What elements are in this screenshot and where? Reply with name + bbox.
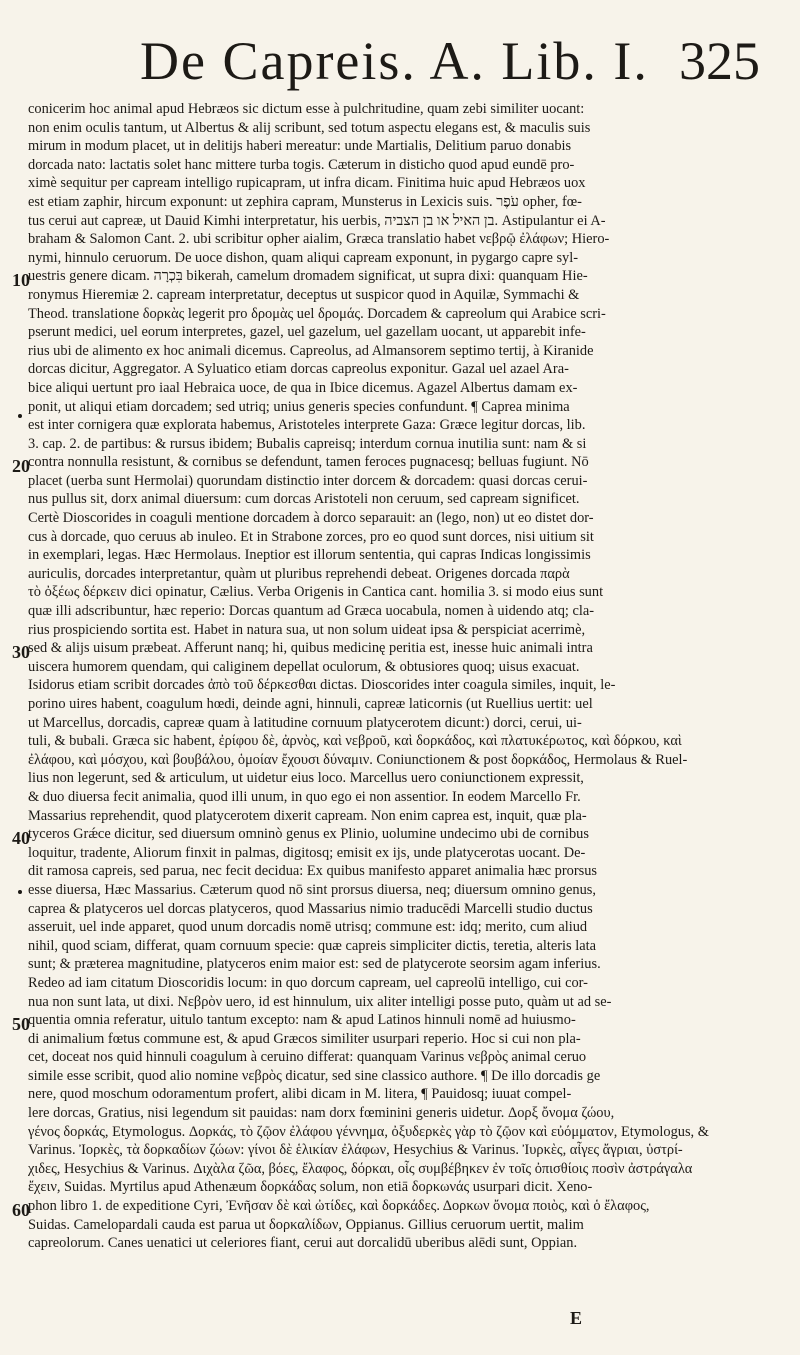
text-line: Certè Dioscorides in coaguli mentione dorcadem à dorco separauit: an (lego, non) ut eo distet dor- <box>28 510 594 527</box>
text-line: γένος δορκάς, Etymologus. Δορκάς, τὸ ζῷον ἐλάφου γέννημα, ὀξυδερκὲς γὰρ τὸ ζῷον καὶ εὐόμματον, Etymologus, & <box>28 1123 709 1140</box>
text-line: phon libro 1. de expeditione Cyri, Ἐνῆσαν δὲ καὶ ὠτίδες, καὶ δορκάδες. Δορκων ὄνομα ποιὸς, καὶ ὁ ἔλαφος, <box>28 1198 650 1215</box>
text-line: ἐλάφου, καὶ μόσχου, καὶ βουβάλου, ὁμοίαν ἔχουσι δύναμιν. Coniunctionem & post δορκάδος, Hermolaus & Ruel- <box>28 751 688 768</box>
text-line: caprea & platyceros uel dorcas platyceros, quod Massarius nimio traducēdi Marcelli studio ductus <box>28 900 593 917</box>
text-line: sed & alijs uisum præbeat. Afferunt nanq; hi, quibus medicinę peritia est, inesse huic animali intra <box>28 640 593 657</box>
signature-mark: E <box>569 1308 582 1328</box>
text-line: Varinus. Ἰορκὲς, τὰ δορκαδίων ζώων: γίνοι δὲ ἑλικίαν ἐλάφων, Hesychius & Varinus. Ἰυρκὲς, αἶγες ἄγριαι, ὑστρί- <box>28 1142 683 1159</box>
text-line: ἔχειν, Suidas. Myrtilus apud Athenæum δορκάδας solum, non etiā δορκωνάς usurpari dicit. Xeno- <box>28 1179 593 1196</box>
text-line: lere dorcas, Gratius, nisi legendum sit pauidas: nam dorx fœminini generis uidetur. Δορξ ὄνομα ζώου, <box>28 1105 615 1122</box>
text-line: quæ illi adscribuntur, hæc reperio: Dorcas quantum ad Græca uocabula, nomen à uidendo atq; cla- <box>28 603 595 620</box>
line-number-40: 40 <box>12 828 30 848</box>
text-line: loquitur, tradente, Aliorum finxit in palmas, digitosq; emisit ex ijs, unde platycerotas uocant. De- <box>28 844 586 861</box>
text-line: tuli, & bubali. Græca sic habent, ἐρίφου δὲ, ἀρνὸς, καὶ νεβροῦ, καὶ δορκάδος, καὶ πλατυκέρωτος, καὶ δόρκου, καὶ <box>28 733 682 750</box>
text-line: uestris genere dicam. בִּכְרָה bikerah, camelum dromadem significat, ut supra dixi: quanquam Hie- <box>28 268 588 285</box>
text-line: Suidas. Camelopardali cauda est parua ut δορκαλίδων, Oppianus. Gillius ceruorum uertit, malim <box>28 1216 584 1233</box>
text-line: asseruit, uel inde apparet, quod unum dorcadis nomē utrisq; commune est: idq; merito, cum aliud <box>28 919 588 936</box>
text-line: porino uires habent, coagulum hœdi, deinde agni, hinnuli, capreæ laticornis (ut Ruellius uertit: uel <box>28 696 593 712</box>
text-line: di animalium fœtus commune est, & apud Græcos similiter usurpari reperio. Hoc si cui non pla- <box>28 1030 581 1047</box>
page-header <box>140 26 760 96</box>
text-line: conicerim hoc animal apud Hebræos sic dictum esse à pulchritudine, quam zebi similiter uocant: <box>28 101 585 117</box>
text-line: dorcas dicitur, Aggregator. A Syluatico etiam dorcas capreolus exponitur. Gazal uel azael Ara- <box>28 361 569 378</box>
body-text <box>28 100 780 1253</box>
margin-mark <box>18 890 22 894</box>
text-line: lius non legerunt, sed & articulum, ut uidetur eius loco. Marcellus uero coniunctionem expressit, <box>28 770 584 787</box>
text-line: placet (uerba sunt Hermolai) quorundam distinctio inter dorcem & dorcadem: quasi dorcas cerui- <box>28 472 588 489</box>
margin-mark <box>18 414 22 418</box>
text-line: ximè sequitur per capream intelligo rupicapram, ut infra dicam. Finitima huic apud Hebræos uox <box>28 175 586 192</box>
text-line: est etiam zaphir, hircum exponunt: ut zephira capram, Munsterus in Lexicis suis. עֹפֶר opher, fœ- <box>28 193 582 210</box>
line-number-60: 60 <box>12 1200 30 1220</box>
text-line: nus pullus sit, dorx animal diuersum: cum dorcas Aristoteli non ceruum, sed capream significet. <box>28 491 580 508</box>
text-line: capreolorum. Canes uenatici ut celeriores fiant, cerui aut dorcalidū uberibus alēdi sunt, Oppian. <box>28 1235 578 1252</box>
text-line: sunt; & præterea magnitudine, platyceros enim maior est: sed de platycerote seorsim agam inferius. <box>28 956 601 973</box>
text-line: χιδες, Hesychius & Varinus. Διχὰλα ζῶα, βόες, ἔλαφος, δόρκαι, οἷς συμβέβηκεν ἐν τοῖς ὀπισθίοις ποσὶν ἀστράγαλα <box>28 1160 693 1177</box>
text-line: rius ubi de alimento ex hoc animali dicemus. Capreolus, ad Almansorem septimo tertij, à Kiranide <box>28 342 594 359</box>
running-head: De Capreis. A. Lib. I. <box>140 31 649 91</box>
text-line: cet, doceat nos quid hinnuli coagulum à ceruino differat: quanquam Varinus νεβρὸς animal ceruo <box>28 1049 587 1066</box>
text-line: bice aliqui uertunt pro iaal Hebraica uoce, de qua in Ibice dicemus. Agazel Albertus damam ex- <box>28 379 578 396</box>
text-line: uiscera humorem quendam, qui caliginem depellat oculorum, & obtusiores quoq; uisus exacuat. <box>28 658 580 675</box>
text-line: esse diuersa, Hæc Massarius. Cæterum quod nō sint prorsus diuersa, neq; diuersum omnino genus, <box>28 881 596 898</box>
text-line: pserunt medici, uel eorum interpretes, gazel, uel gazelum, uel gazellam uocant, ut apparebit infe- <box>28 324 586 341</box>
line-number-20: 20 <box>12 456 30 476</box>
text-line: cus à dorcade, quo ceruus ab inuleo. Et in Strabone zorces, pro eo quod sunt dorces, nisi uitium sit <box>28 528 594 545</box>
text-line: ponit, ut aliqui etiam dorcadem; sed utriq; unius generis species confundunt. ¶ Caprea minima <box>28 398 570 415</box>
line-number-50: 50 <box>12 1014 30 1034</box>
text-line: in exemplari, legas. Hæc Hermolaus. Ineptior est illorum sententia, qui capras Indicas longissimis <box>28 547 591 564</box>
text-line: Redeo ad iam citatum Dioscoridis locum: in quo dorcum capream, uel capreolū intelligo, cui cor- <box>28 974 588 991</box>
page-number: 325 <box>679 31 760 91</box>
text-line: nihil, quod sciam, differat, quam cornuum specie: quæ capreis simpliciter dictis, teretia, alteris lata <box>28 937 596 954</box>
text-line: ut Marcellus, dorcadis, capreæ quam à latitudine cornuum platycerotem dicunt:) dorci, cerui, ui- <box>28 714 582 731</box>
text-line: ronymus Hieremiæ 2. capream interpretatur, deceptus ut suspicor quod in Aquilæ, Symmachi & <box>28 286 580 303</box>
text-line: auriculis, dorcades interpretantur, quàm ut pluribus reprehendi debeat. Origenes dorcada παρὰ <box>28 565 570 582</box>
text-line: quentia omnia referatur, uitulo tantum excepto: nam & apud Latinos hinnuli nomē ad huiusmo- <box>28 1012 576 1029</box>
text-line: mirum in modum placet, ut in delitijs haberi mereatur: unde Martialis, Delitium paruo donabis <box>28 138 572 155</box>
text-line: nymi, hinnulo ceruorum. De uoce dishon, quam aliqui capream exponunt, in pygargo capre syl- <box>28 249 579 266</box>
text-line: Theod. translatione δορκὰς legerit pro δρομὰς uel δρομάς. Dorcadem & capreolum qui Arabice scri- <box>28 305 606 322</box>
text-line: 3. cap. 2. de partibus: & rursus ibidem; Bubalis capreisq; interdum cornua inutilia sunt: nam & si <box>28 435 587 452</box>
text-line: braham & Salomon Cant. 2. ubi scribitur opher aialim, Græca translatio habet νεβρῷ ἐλάφων; Hiero- <box>28 231 610 248</box>
text-line: non enim oculis tantum, ut Albertus & alij scribunt, sed totum aspectu elegans est, & maculis suis <box>28 119 591 136</box>
text-line: est inter cornigera quæ explorata habemus, Aristoteles interprete Gaza: Græce legitur dorcas, lib. <box>28 417 586 434</box>
text-line: tyceros Grǽce dicitur, sed diuersum omninò genus ex Plinio, uolumine undecimo ubi de cornibus <box>28 826 589 843</box>
text-line: rius prospiciendo sortita est. Habet in natura sua, ut non solum uideat ipsa & perspiciat acerrimè, <box>28 621 586 638</box>
line-number-30: 30 <box>12 642 30 662</box>
text-line: contra nonnulla resistunt, & cornibus se defendunt, tamen feroces pugnacesq; belluas fugiunt. Nō <box>28 454 589 471</box>
text-line: simile esse scribit, quod alio nomine νεβρὸς dicatur, sed sine classico authore. ¶ De illo dorcadis ge <box>28 1067 601 1084</box>
line-number-10: 10 <box>12 270 30 290</box>
text-line: dit ramosa capreis, sed parua, nec fecit decidua: Ex quibus manifesto apparet animalia hæc prorsus <box>28 863 598 880</box>
text-line: τὸ ὀξέως δέρκειν dici opinatur, Cælius. Verba Origenis in Cantica cant. homilia 3. si modo eius sunt <box>28 584 604 601</box>
text-line: nua non sunt lata, ut dixi. Νεβρὸν uero, id est hinnulum, uix aliter intelligi posse puto, quàm ut ad se- <box>28 993 612 1010</box>
text-line: dorcada nato: lactatis solet hanc mittere turba togis. Cæterum in disticho quod apud eundē pro- <box>28 156 575 173</box>
text-line: & duo diuersa fecit animalia, quod illi unum, in quo ego ei non assentior. In eodem Marcello Fr. <box>28 788 581 805</box>
text-line: tus cerui aut capreæ, ut Dauid Kimhi interpretatur, his uerbis, בן האיל או בן הצביה. Astipulantur ei A- <box>28 212 606 229</box>
text-line: Massarius reprehendit, quod platycerotem dixerit capream. Non enim caprea est, inquit, quæ pla- <box>28 807 587 824</box>
text-line: Isidorus etiam scribit dorcades ἀπὸ τοῦ δέρκεσθαι dictas. Dioscorides inter coagula similes, inquit, le- <box>28 677 616 694</box>
text-line: nere, quod moschum odoramentum profert, alibi dicam in M. litera, ¶ Pauidosq; iuuat compel- <box>28 1086 572 1103</box>
